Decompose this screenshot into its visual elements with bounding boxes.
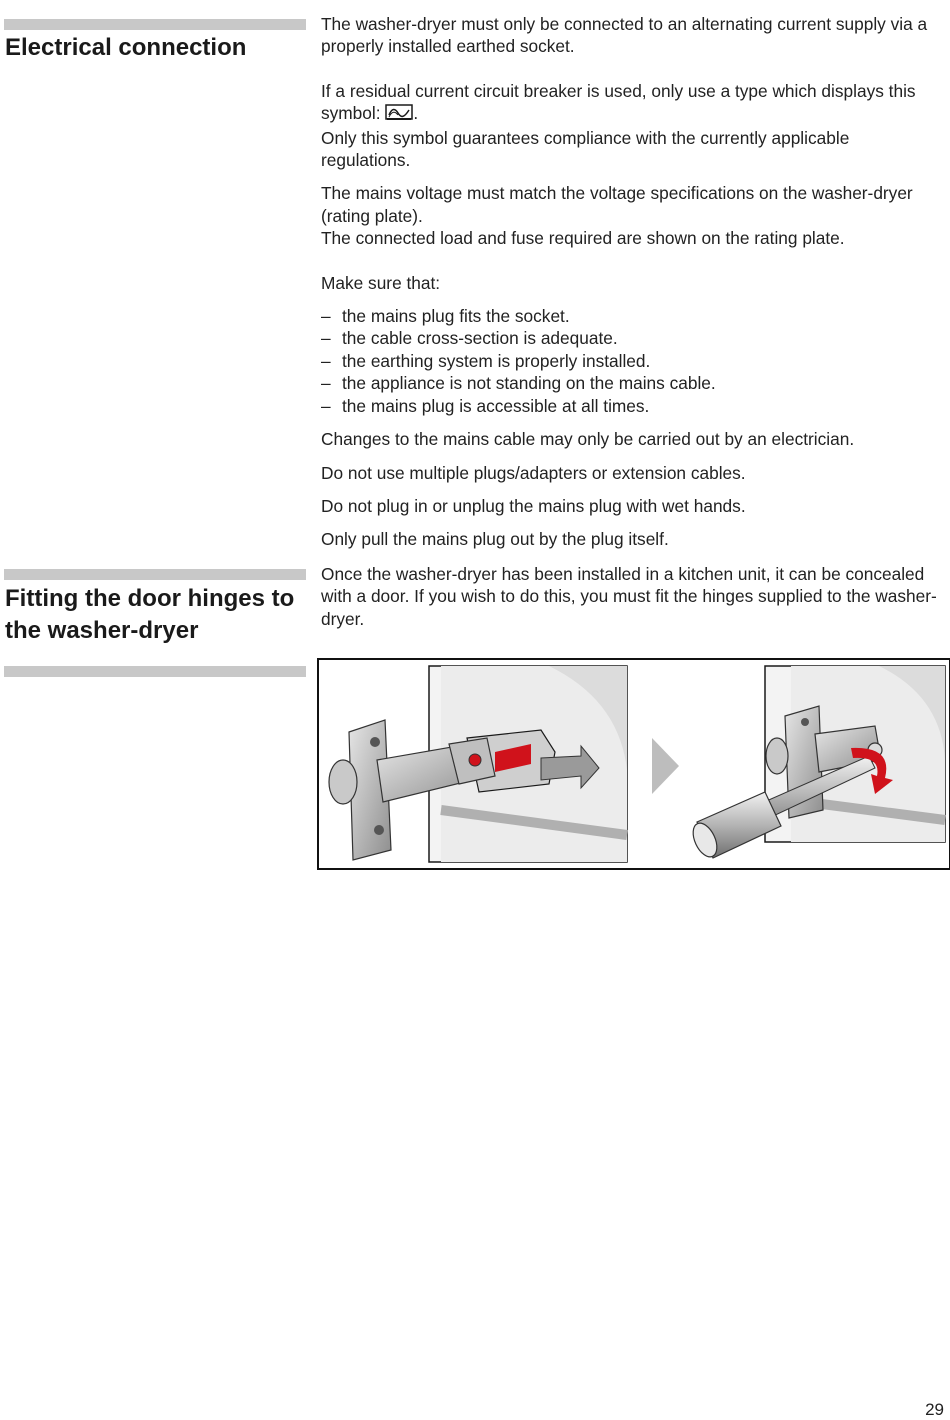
note-pull-plug: Only pull the mains plug out by the plug itself. [321,529,669,550]
note-adapters: Do not use multiple plugs/adapters or extension cables. [321,462,746,483]
electrical-para-load: The connected load and fuse required are shown on the rating plate. [321,228,845,249]
electrical-connection-body [321,13,941,551]
installed-hinge-cup [766,738,788,774]
list-item: – the mains plug fits the socket. [321,305,941,327]
electrical-para-compliance: Only this symbol guarantees compliance with the currently applicable regulations. [321,127,850,171]
screw-hole-icon [370,737,380,747]
section-divider-electrical [4,19,306,30]
screw-hole-icon [801,718,809,726]
hinge-installation-illustration [317,658,950,870]
list-item: – the mains plug is accessible at all times. [321,395,941,417]
next-step-arrow-icon [652,738,679,794]
hinge-illustration-svg [319,660,949,868]
hinges-para: Once the washer-dryer has been installed in a kitchen unit, it can be concealed with a door. If you wish to do this, you must fit the hinges supplied to the washer-dryer. [321,564,937,629]
list-item: – the appliance is not standing on the mains cable. [321,372,941,394]
screw-hole-icon [374,825,384,835]
right-step-group [688,666,945,861]
rcd-text-after: . [413,103,419,124]
hinge-pivot-red [469,754,481,766]
electrical-para-supply: The washer-dryer must only be connected to an alternating current supply via a properly installed earthed socket. [321,14,928,57]
heading-fitting-door-hinges: Fitting the door hinges to the washer-dryer [5,585,295,644]
hinge-cup [329,760,357,804]
note-wet-hands: Do not plug in or unplug the mains plug with wet hands. [321,495,746,516]
page-number: 29 [925,1400,944,1419]
checklist [321,305,941,417]
heading-electrical-connection: Electrical connection [5,34,247,61]
rcd-symbol-icon [385,104,413,126]
list-item: – the cable cross-section is adequate. [321,327,941,349]
section-divider-hinges-end [4,666,306,677]
electrical-para-voltage: The mains voltage must match the voltage specifications on the washer-dryer (rating plate). [321,183,913,226]
section-divider-hinges [4,569,306,580]
hinges-body [321,563,941,630]
electrical-para-rcd [321,80,941,127]
make-sure-label: Make sure that: [321,272,441,293]
note-electrician: Changes to the mains cable may only be carried out by an electrician. [321,429,855,450]
rcd-text-before: If a residual current circuit breaker is used, only use a type which displays this symbol: [321,80,916,124]
left-step-group [329,666,627,862]
list-item: – the earthing system is properly installed. [321,350,941,372]
